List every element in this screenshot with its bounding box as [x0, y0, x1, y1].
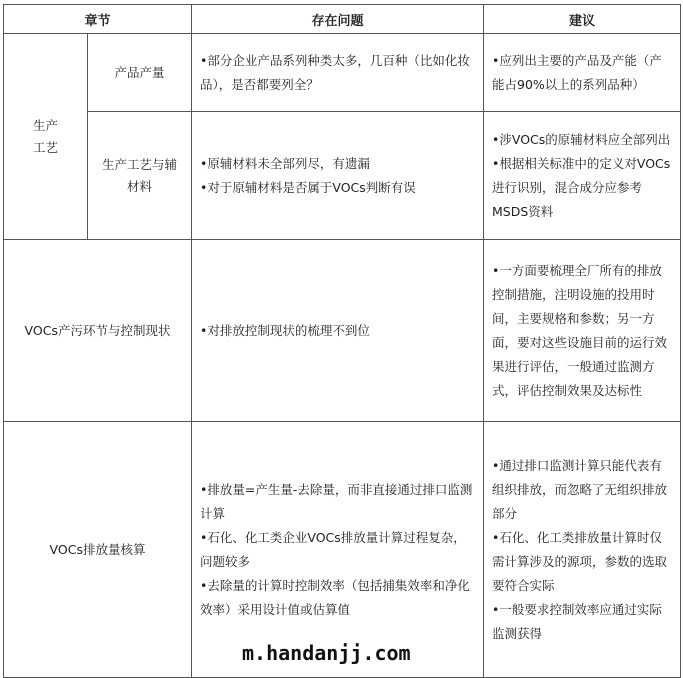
- header-chapter: 章节: [4, 5, 192, 34]
- section-voc-emission: VOCs排放量核算: [4, 422, 192, 678]
- problem-cell: [192, 422, 484, 678]
- problem-item: •石化、化工类企业VOCs排放量计算过程复杂，问题较多: [200, 529, 466, 569]
- header-row: [4, 5, 681, 34]
- table-row: [4, 240, 681, 422]
- table-row: [4, 112, 681, 240]
- advice-item: •应列出主要的产品及产能（产能占90%以上的系列品种）: [492, 52, 662, 92]
- sub-line: 材料: [127, 178, 153, 194]
- voc-guidance-table: [3, 4, 681, 678]
- problem-cell: [192, 34, 484, 112]
- section-production: [4, 34, 88, 240]
- header-advice: 建议: [484, 5, 681, 34]
- advice-cell: [484, 112, 681, 240]
- advice-item: •根据相关标准中的定义对VOCs进行识别，混合成分应参考MSDS资料: [492, 155, 671, 219]
- header-problems: 存在问题: [192, 5, 484, 34]
- watermark: m.handanjj.com: [242, 641, 411, 665]
- table-row: [4, 34, 681, 112]
- advice-item: •通过排口监测计算只能代表有组织排放，而忽略了无组织排放部分: [492, 457, 668, 521]
- section-voc-control: VOCs产污环节与控制现状: [4, 240, 192, 422]
- advice-item: •一方面要梳理全厂所有的排放控制措施，注明设施的投用时间，主要规格和参数；另一方面，要对这些设施目前的运行效果进行评估，一般通过监测方式，评估控制效果及达标性: [492, 262, 668, 398]
- sub-line: 生产工艺与辅: [102, 156, 178, 172]
- table-row: [4, 422, 681, 678]
- problem-cell: [192, 240, 484, 422]
- advice-cell: [484, 422, 681, 678]
- section-line: 生产: [32, 117, 58, 133]
- problem-item: •对排放控制现状的梳理不到位: [200, 322, 370, 338]
- problem-item: •部分企业产品系列种类太多，几百种（比如化妆品），是否都要列全？: [200, 52, 470, 92]
- advice-cell: [484, 34, 681, 112]
- problem-item: •对于原辅材料是否属于VOCs判断有误: [200, 179, 416, 195]
- advice-cell: [484, 240, 681, 422]
- advice-item: •涉VOCs的原辅材料应全部列出: [492, 131, 671, 147]
- problem-item: •排放量=产生量-去除量，而非直接通过排口监测计算: [200, 481, 473, 521]
- advice-item: •一般要求控制效率应通过实际监测获得: [492, 601, 662, 641]
- problem-cell: [192, 112, 484, 240]
- sub-process-materials: [88, 112, 192, 240]
- problem-item: •原辅材料未全部列尽，有遗漏: [200, 155, 370, 171]
- section-line: 工艺: [32, 139, 58, 155]
- problem-item: •去除量的计算时控制效率（包括捕集效率和净化效率）采用设计值或估算值: [200, 577, 470, 617]
- sub-product-output: 产品产量: [88, 34, 192, 112]
- advice-item: •石化、化工类排放量计算时仅需计算涉及的源项，参数的选取要符合实际: [492, 529, 668, 593]
